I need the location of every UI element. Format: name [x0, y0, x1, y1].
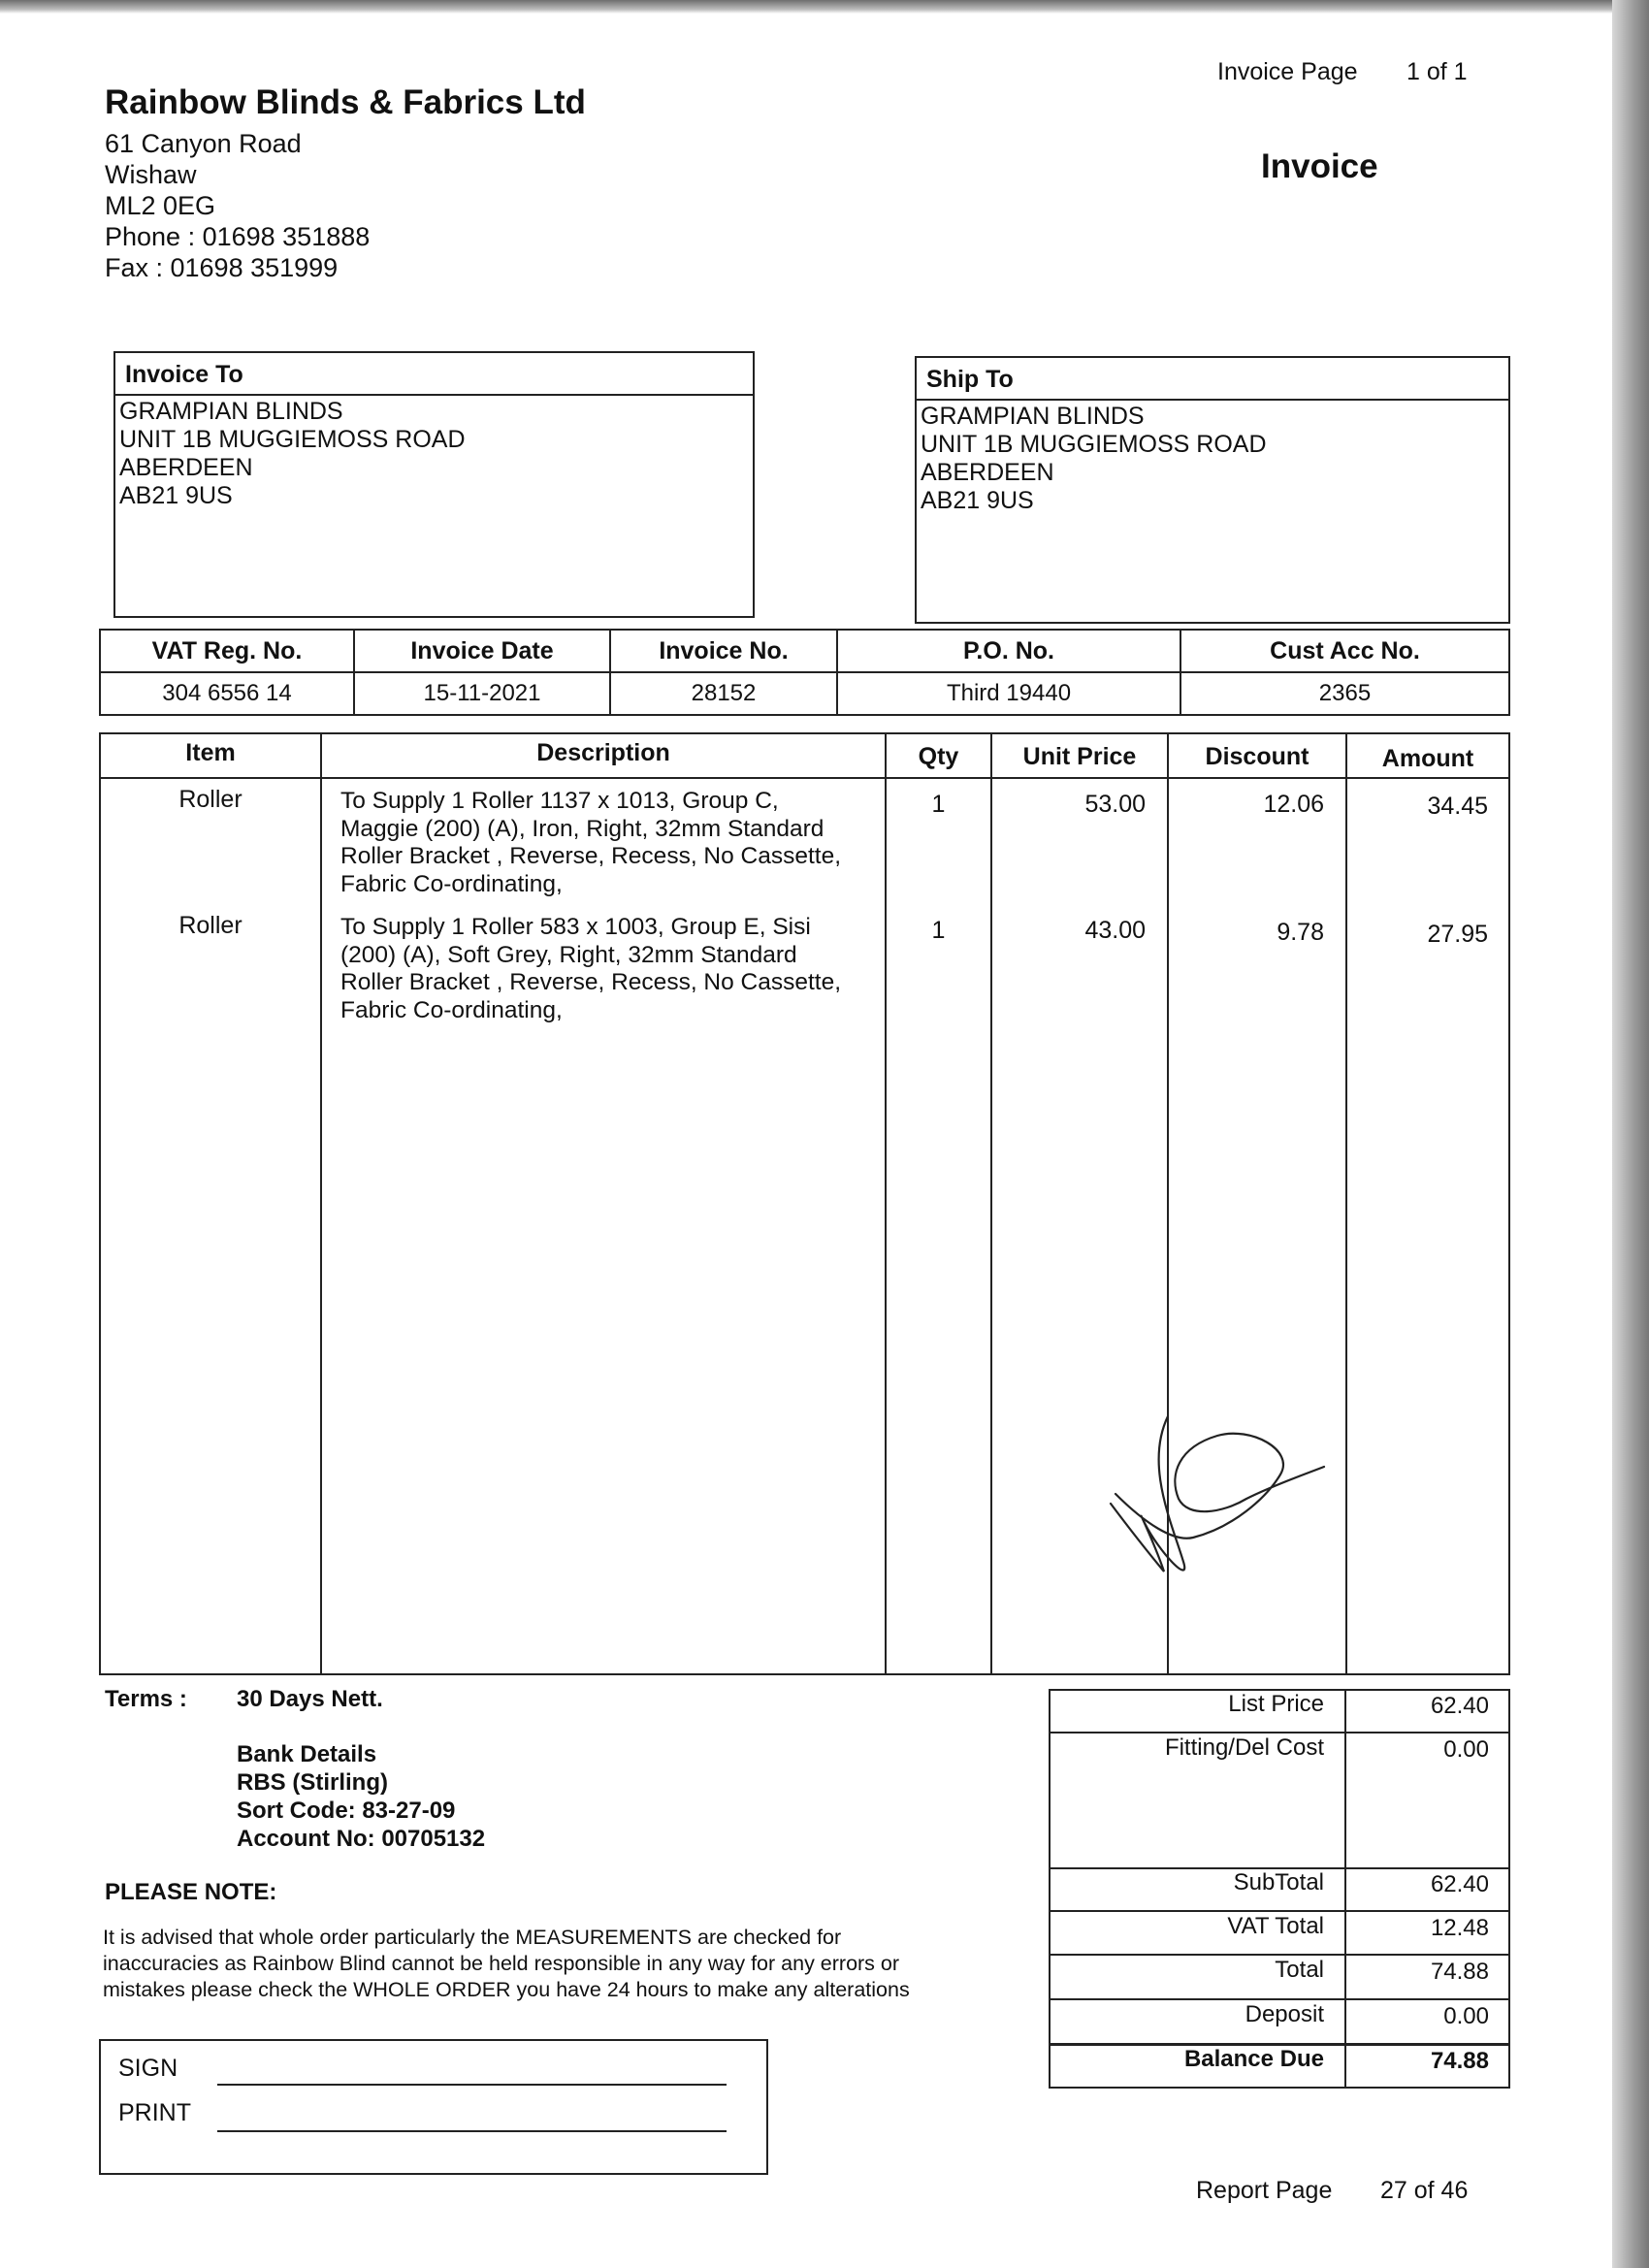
company-fax: Fax : 01698 351999	[105, 253, 339, 282]
ship-to-address	[917, 401, 1508, 517]
terms-value: 30 Days Nett.	[237, 1686, 383, 1712]
vat-reg-value: 304 6556 14	[100, 672, 354, 715]
description-header: Description	[536, 739, 670, 766]
company-address	[105, 128, 370, 283]
po-no-header: P.O. No.	[837, 630, 1180, 672]
please-note-text	[103, 1925, 910, 2003]
description-line: To Supply 1 Roller 583 x 1003, Group E, Sisi	[340, 914, 811, 940]
po-no-value: Third 19440	[837, 672, 1180, 715]
ship-to-box	[915, 356, 1510, 624]
bank-name: RBS (Stirling)	[237, 1769, 388, 1796]
row2-item: Roller	[178, 912, 242, 939]
row1-qty: 1	[931, 791, 946, 818]
invoice-no-header: Invoice No.	[610, 630, 837, 672]
scan-right-edge	[1612, 0, 1649, 2268]
print-label: PRINT	[118, 2099, 191, 2126]
report-page-label: Report Page	[1196, 2177, 1333, 2204]
totals-rule	[1049, 1732, 1510, 1733]
deposit-value: 0.00	[1443, 2003, 1489, 2029]
row2-description	[340, 914, 884, 1024]
col-divider	[885, 732, 887, 1675]
handwritten-signature	[1086, 1407, 1339, 1601]
col-divider	[1345, 732, 1347, 1675]
items-header-rule	[99, 777, 1510, 779]
total-value: 74.88	[1430, 1959, 1489, 1985]
row1-amount: 34.45	[1427, 793, 1488, 820]
row1-unit-price: 53.00	[1084, 791, 1146, 818]
vat-total-value: 12.48	[1430, 1915, 1489, 1941]
note-line: It is advised that whole order particularly the MEASUREMENTS are checked for	[103, 1926, 842, 1949]
ship-to-line: AB21 9US	[921, 487, 1034, 514]
fitting-value: 0.00	[1443, 1736, 1489, 1763]
invoice-to-label: Invoice To	[115, 353, 753, 396]
print-line[interactable]	[217, 2130, 727, 2132]
cust-acc-value: 2365	[1180, 672, 1509, 715]
sign-line[interactable]	[217, 2084, 727, 2086]
amount-header: Amount	[1381, 745, 1474, 772]
invoice-page-label: Invoice Page	[1217, 58, 1358, 85]
bank-details-title: Bank Details	[237, 1741, 377, 1767]
row1-description	[340, 788, 884, 898]
totals-divider	[1344, 1689, 1346, 2089]
account-no: Account No: 00705132	[237, 1826, 486, 1852]
description-line: Maggie (200) (A), Iron, Right, 32mm Standard	[340, 815, 824, 842]
list-price-label: List Price	[1228, 1691, 1324, 1717]
subtotal-value: 62.40	[1430, 1871, 1489, 1897]
discount-header: Discount	[1205, 743, 1310, 770]
description-line: Roller Bracket , Reverse, Recess, No Cassette,	[340, 843, 842, 869]
invoice-to-line: GRAMPIAN BLINDS	[119, 398, 343, 425]
company-name: Rainbow Blinds & Fabrics Ltd	[105, 83, 586, 121]
description-line: (200) (A), Soft Grey, Right, 32mm Standard	[340, 941, 797, 968]
row1-item: Roller	[178, 786, 242, 813]
cust-acc-header: Cust Acc No.	[1180, 630, 1509, 672]
col-divider	[990, 732, 992, 1675]
bank-details	[237, 1740, 485, 1853]
invoice-to-line: ABERDEEN	[119, 454, 253, 481]
row2-amount: 27.95	[1427, 921, 1488, 948]
list-price-value: 62.40	[1430, 1693, 1489, 1719]
vat-reg-header: VAT Reg. No.	[100, 630, 354, 672]
doc-title: Invoice	[1261, 147, 1378, 185]
description-line: Fabric Co-ordinating,	[340, 870, 563, 897]
row2-unit-price: 43.00	[1084, 917, 1146, 944]
total-label: Total	[1275, 1957, 1324, 1983]
address-line: 61 Canyon Road	[105, 129, 302, 158]
invoice-page-value: 1 of 1	[1406, 58, 1468, 85]
report-page-value: 27 of 46	[1380, 2177, 1469, 2204]
description-line: Fabric Co-ordinating,	[340, 996, 563, 1023]
ship-to-line: UNIT 1B MUGGIEMOSS ROAD	[921, 431, 1267, 458]
balance-due-value: 74.88	[1430, 2048, 1489, 2074]
please-note-title: PLEASE NOTE:	[105, 1879, 277, 1905]
qty-header: Qty	[918, 743, 959, 770]
invoice-date-header: Invoice Date	[354, 630, 610, 672]
invoice-to-address	[115, 396, 753, 512]
row1-discount: 12.06	[1263, 791, 1324, 818]
item-header: Item	[185, 739, 236, 766]
invoice-no-value: 28152	[610, 672, 837, 715]
col-divider	[320, 732, 322, 1675]
note-line: mistakes please check the WHOLE ORDER you have 24 hours to make any alterations	[103, 1978, 910, 2001]
invoice-date-value: 15-11-2021	[354, 672, 610, 715]
ship-to-label: Ship To	[917, 358, 1508, 401]
row2-discount: 9.78	[1277, 919, 1324, 946]
sign-box	[99, 2039, 768, 2175]
sign-label: SIGN	[118, 2055, 178, 2082]
balance-due-label: Balance Due	[1183, 2046, 1324, 2072]
company-phone: Phone : 01698 351888	[105, 222, 371, 251]
ship-to-line: GRAMPIAN BLINDS	[921, 403, 1145, 430]
ship-to-line: ABERDEEN	[921, 459, 1054, 486]
row2-qty: 1	[931, 917, 946, 944]
unit-price-header: Unit Price	[1022, 743, 1137, 770]
invoice-to-line: UNIT 1B MUGGIEMOSS ROAD	[119, 426, 466, 453]
fitting-label: Fitting/Del Cost	[1164, 1734, 1324, 1761]
invoice-to-line: AB21 9US	[119, 482, 233, 509]
note-line: inaccuracies as Rainbow Blind cannot be held responsible in any way for any errors or	[103, 1952, 900, 1975]
totals-rule	[1049, 1910, 1510, 1912]
totals-rule	[1049, 1954, 1510, 1956]
address-line: ML2 0EG	[105, 191, 216, 220]
terms-label: Terms :	[105, 1686, 187, 1712]
scan-top-edge	[0, 0, 1649, 14]
description-line: To Supply 1 Roller 1137 x 1013, Group C,	[340, 788, 779, 814]
subtotal-label: SubTotal	[1233, 1869, 1324, 1895]
vat-total-label: VAT Total	[1227, 1913, 1324, 1939]
description-line: Roller Bracket , Reverse, Recess, No Cassette,	[340, 969, 842, 995]
address-line: Wishaw	[105, 160, 197, 189]
invoice-to-box	[113, 351, 755, 618]
totals-rule	[1049, 1998, 1510, 2000]
deposit-label: Deposit	[1245, 2001, 1324, 2027]
sort-code: Sort Code: 83-27-09	[237, 1798, 456, 1824]
invoice-info-table	[99, 629, 1510, 716]
